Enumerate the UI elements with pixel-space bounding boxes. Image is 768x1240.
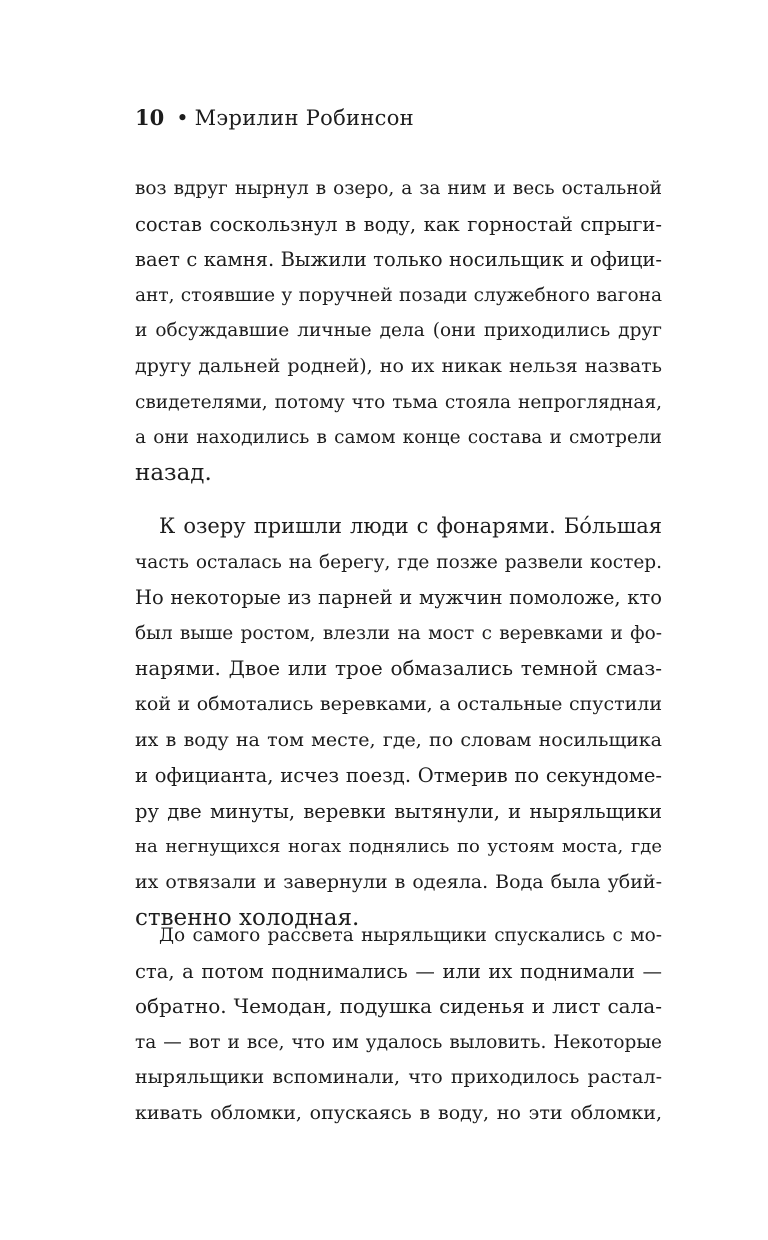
text-line: на негнущихся ногах поднялись по устоям моста, где: [135, 836, 662, 858]
text-line: До самого рассвета ныряльщики спускались с мо-: [159, 925, 662, 946]
text-line: ныряльщики вспоминали, что приходилось растал-: [135, 1066, 662, 1089]
text-line: а они находились в самом конце состава и смотрели: [135, 427, 662, 449]
text-line: кой и обмотались веревками, а остальные спустили: [135, 692, 662, 715]
paragraph-3: [135, 918, 662, 1132]
page-number: 10: [135, 105, 165, 130]
text-line: воз вдруг нырнул в озеро, а за ним и весь остальной: [135, 178, 662, 199]
text-line: та — вот и все, что им удалось выловить. Некоторые: [135, 1031, 662, 1053]
paragraph-1: [135, 171, 662, 491]
text-line: их в воду на том месте, где, по словам носильщика: [135, 728, 662, 751]
text-line: кивать обломки, опускаясь в воду, но эти обломки,: [135, 1101, 662, 1124]
text-line: часть осталась на берегу, где позже развели костер.: [135, 551, 662, 573]
text-line: Но некоторые из парней и мужчин помоложе, кто: [135, 586, 662, 610]
text-line: их отвязали и завернули в одеяла. Вода была убий-: [135, 870, 662, 893]
header-separator: •: [176, 106, 189, 130]
text-line: и обсуждавшие личные дела (они приходились друг: [135, 320, 662, 342]
text-line: свидетелями, потому что тьма стояла непроглядная,: [135, 391, 662, 413]
text-line: ру две минуты, веревки вытянули, и ныряльщики: [135, 799, 662, 823]
text-line: ант, стоявшие у поручней позади служебного вагона: [135, 284, 662, 306]
text-line: был выше ростом, влезли на мост с веревками и фо-: [135, 622, 662, 644]
text-line: другу дальней родней), но их никак нельзя назвать: [135, 354, 662, 377]
text-line: и официанта, исчез поезд. Отмерив по секундоме-: [135, 764, 662, 788]
text-line: назад.: [135, 459, 212, 486]
text-line: обратно. Чемодан, подушка сиденья и лист сала-: [135, 994, 662, 1019]
running-head: [135, 104, 414, 132]
text-line: ста, а потом поднимались — или их поднимали —: [135, 959, 662, 983]
text-line: вает с камня. Выжили только носильщик и офици-: [135, 248, 662, 272]
text-line: ственно холодная.: [135, 904, 360, 931]
author-name: Мэрилин Робинсон: [194, 106, 414, 130]
text-line: К озеру пришли люди с фонарями. Бóльшая: [159, 514, 662, 538]
paragraph-2: [135, 509, 662, 936]
text-line: состав соскользнул в воду, как горностай спрыги-: [135, 212, 662, 236]
text-line: нарями. Двое или трое обмазались темной смаз-: [135, 656, 662, 681]
